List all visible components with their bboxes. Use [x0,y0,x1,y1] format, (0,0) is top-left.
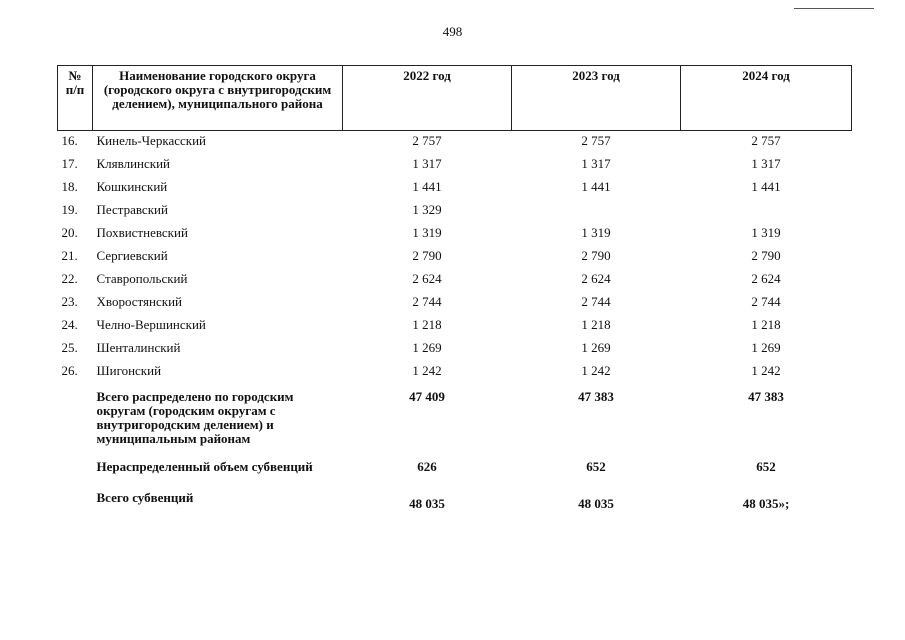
row-2024: 1 218 [751,316,781,332]
row-2023: 1 317 [581,155,611,171]
header-name: Наименование городского округа (городского округа с внутригородским делением), муниципального района [93,66,343,131]
table-row [58,246,852,269]
summary-total-label: Всего субвенций [96,489,194,505]
summary-total-2022: 48 035 [409,495,445,511]
row-num: 23. [61,293,78,309]
row-num: 25. [61,339,78,355]
row-2023: 1 242 [581,362,611,378]
table-header-row [58,66,852,131]
summary-total-2024: 48 035»; [742,495,790,511]
table-row [58,177,852,200]
row-2024: 2 624 [751,270,781,286]
row-2024: 1 317 [751,155,781,171]
row-2023: 1 269 [581,339,611,355]
row-num: 17. [61,155,78,171]
row-2024: 1 269 [751,339,781,355]
row-num: 16. [61,133,78,148]
row-name: Пестравский [96,201,168,217]
summary-distributed-2024: 47 383 [748,388,784,404]
row-name: Ставропольский [96,270,188,286]
table-row [58,269,852,292]
summary-distributed-row [58,384,852,454]
row-num: 22. [61,270,78,286]
table-row [58,315,852,338]
summary-distributed-2022: 47 409 [409,388,445,404]
table-row [58,200,852,223]
row-2024: 1 319 [751,224,781,240]
row-2023: 2 624 [581,270,611,286]
row-num: 24. [61,316,78,332]
row-name: Кошкинский [96,178,168,194]
row-2022: 2 790 [412,247,442,263]
row-2023: 2 790 [581,247,611,263]
row-2023: 2 744 [581,293,611,309]
summary-total-2023: 48 035 [578,495,614,511]
summary-unallocated-2022: 626 [417,458,437,474]
row-2023: 1 441 [581,178,611,194]
row-num: 26. [61,362,78,378]
row-2022: 1 319 [412,224,442,240]
row-num: 18. [61,178,78,194]
row-name: Сергиевский [96,247,168,263]
row-num: 19. [61,201,78,217]
row-2024: 1 441 [751,178,781,194]
row-2024: 2 790 [751,247,781,263]
header-2022: 2022 год [343,66,512,131]
top-rule [794,8,874,9]
table-row [58,292,852,315]
row-2022: 2 624 [412,270,442,286]
summary-unallocated-label: Нераспределенный объем субвенций [96,458,313,474]
summary-num-empty [58,491,93,513]
table-row [58,361,852,384]
table-row [58,154,852,177]
row-name: Шенталинский [96,339,181,355]
row-name: Похвистневский [96,224,188,240]
table-row [58,223,852,246]
table-row [58,338,852,361]
row-name: Шигонский [96,362,162,378]
summary-distributed-label: Всего распределено по городским округам (городским округам с внутригородским делением) и муниципальным районам [96,388,294,446]
row-name: Хворостянский [96,293,182,309]
row-name: Челно-Вершинский [96,316,206,332]
summary-unallocated-2023: 652 [586,458,606,474]
summary-num-empty [58,454,93,491]
row-name: Кинель-Черкасский [96,133,206,148]
row-2022: 1 329 [412,201,442,217]
row-2022: 2 744 [412,293,442,309]
row-2024: 2 757 [751,133,781,148]
header-2023: 2023 год [512,66,681,131]
table-row [58,131,852,154]
row-2022: 1 441 [412,178,442,194]
row-2023: 1 319 [581,224,611,240]
subsidy-table [57,65,852,513]
row-2022: 1 317 [412,155,442,171]
summary-unallocated-2024: 652 [756,458,776,474]
row-2023 [512,200,681,223]
row-num: 20. [61,224,78,240]
row-2023: 2 757 [581,133,611,148]
row-2022: 2 757 [412,133,442,148]
summary-unallocated-row [58,454,852,491]
row-2022: 1 242 [412,362,442,378]
header-2024: 2024 год [681,66,852,131]
row-2024 [681,200,852,223]
row-2024: 2 744 [751,293,781,309]
summary-total-row [58,491,852,513]
page-number: 498 [442,24,463,39]
row-2023: 1 218 [581,316,611,332]
header-num: № п/п [58,66,93,131]
row-2022: 1 269 [412,339,442,355]
summary-num-empty [58,384,93,454]
row-num: 21. [61,247,78,263]
summary-distributed-2023: 47 383 [578,388,614,404]
row-2022: 1 218 [412,316,442,332]
row-2024: 1 242 [751,362,781,378]
row-name: Клявлинский [96,155,171,171]
